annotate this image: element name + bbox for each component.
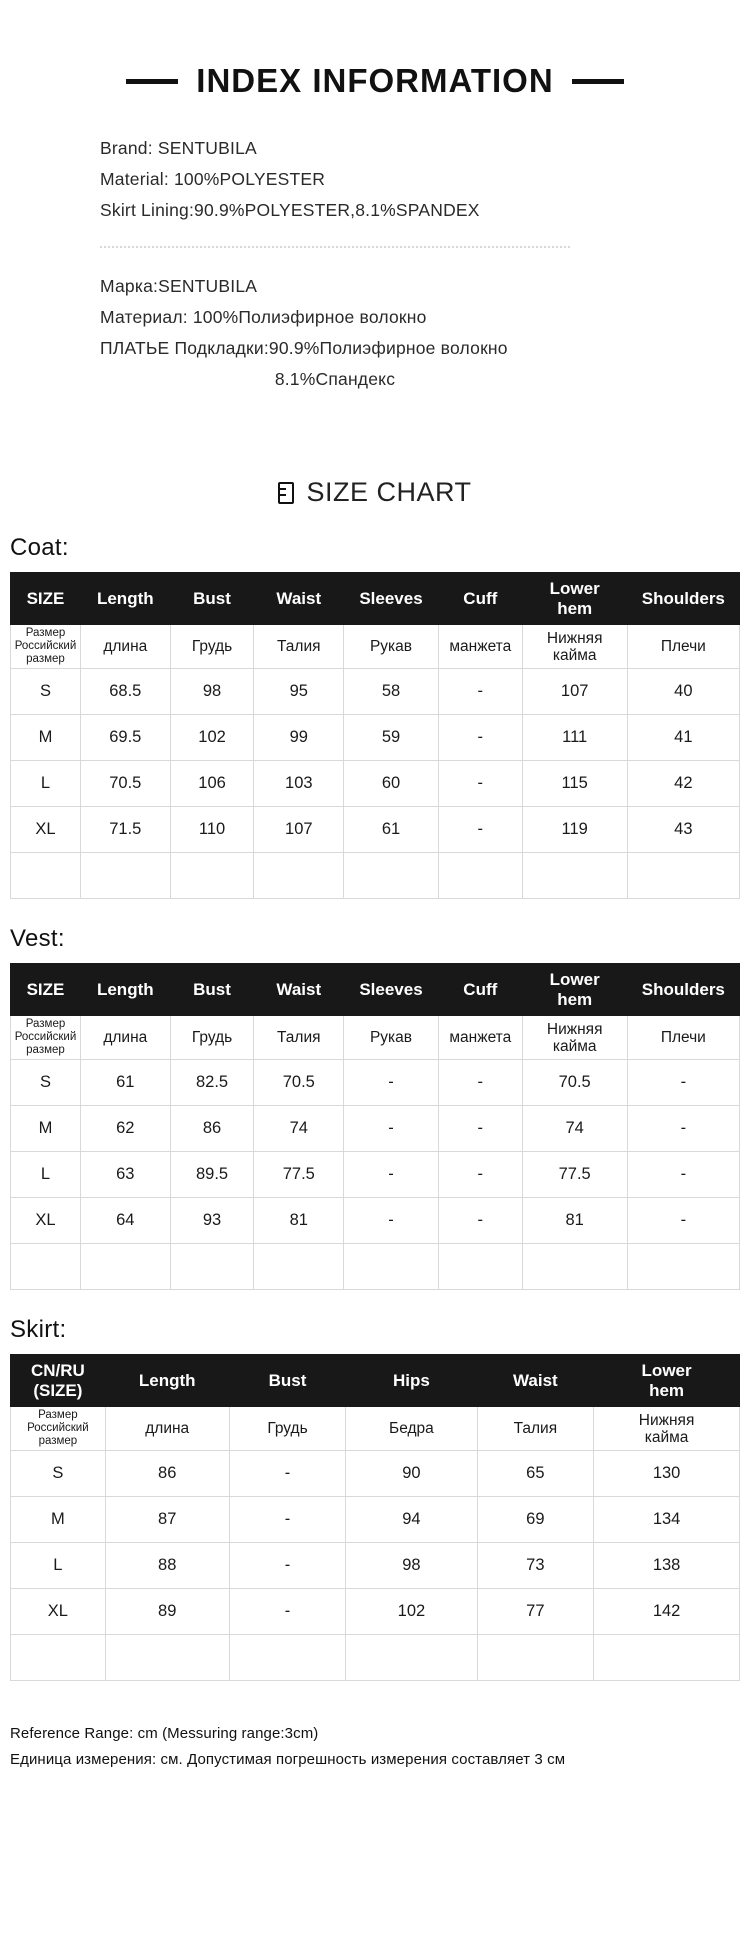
reference-range-en: Reference Range: cm (Messuring range:3cm): [10, 1725, 319, 1742]
table-cell: 40: [627, 669, 739, 715]
size-chart-title: SIZE CHART: [306, 477, 472, 507]
table-cell: 107: [522, 669, 627, 715]
table-cell: [627, 1244, 739, 1290]
material-line-ru: Материал: 100%Полиэфирное волокно: [100, 307, 427, 327]
column-header: Bust: [229, 1355, 346, 1407]
table-row: [11, 1152, 740, 1198]
table-cell: S: [11, 669, 81, 715]
table-row: [11, 853, 740, 899]
table-cell: M: [11, 1497, 106, 1543]
table-row: [11, 715, 740, 761]
table-cell: 58: [344, 669, 439, 715]
table-cell: [170, 1244, 254, 1290]
table-cell: [11, 1635, 106, 1681]
table-cell: Размер Российский размер: [11, 1016, 81, 1060]
table-cell: 102: [170, 715, 254, 761]
table-cell: 95: [254, 669, 344, 715]
table-cell: Плечи: [627, 1016, 739, 1060]
table-cell: 88: [105, 1543, 229, 1589]
table-row: [11, 761, 740, 807]
table-cell: 89.5: [170, 1152, 254, 1198]
column-header: Lower hem: [522, 573, 627, 625]
table-cell: 42: [627, 761, 739, 807]
table-cell: 43: [627, 807, 739, 853]
table-cell: Нижняя кайма: [522, 1016, 627, 1060]
table-cell: -: [627, 1198, 739, 1244]
table-cell: [80, 853, 170, 899]
table-cell: Рукав: [344, 625, 439, 669]
table-cell: 138: [594, 1543, 740, 1589]
table-header-row: [11, 573, 740, 625]
table-cell: [105, 1635, 229, 1681]
table-cell: длина: [80, 625, 170, 669]
column-header: Sleeves: [344, 573, 439, 625]
skirt-lining-line: Skirt Lining:90.9%POLYESTER,8.1%SPANDEX: [100, 200, 480, 220]
section-label: Coat:: [10, 534, 69, 561]
column-header: Sleeves: [344, 964, 439, 1016]
table-cell: 89: [105, 1589, 229, 1635]
brand-line: Brand: SENTUBILA: [100, 138, 257, 158]
left-rule-decoration: [126, 79, 178, 84]
table-cell: M: [11, 1106, 81, 1152]
table-cell: [438, 853, 522, 899]
table-row: [11, 1198, 740, 1244]
table-cell: 77.5: [522, 1152, 627, 1198]
table-cell: L: [11, 1152, 81, 1198]
table-cell: 110: [170, 807, 254, 853]
column-header: SIZE: [11, 964, 81, 1016]
column-header: Bust: [170, 964, 254, 1016]
table-cell: M: [11, 715, 81, 761]
table-cell: 70.5: [522, 1060, 627, 1106]
table-cell: 90: [346, 1451, 477, 1497]
table-cell: Грудь: [229, 1407, 346, 1451]
table-cell: [522, 853, 627, 899]
table-cell: 98: [170, 669, 254, 715]
ruler-icon: [278, 482, 294, 504]
table-cell: 74: [522, 1106, 627, 1152]
table-cell: Нижняя кайма: [594, 1407, 740, 1451]
table-cell: Талия: [477, 1407, 594, 1451]
table-cell: -: [229, 1589, 346, 1635]
table-cell: 59: [344, 715, 439, 761]
table-cell: 86: [105, 1451, 229, 1497]
table-header-row: [11, 964, 740, 1016]
column-header: Cuff: [438, 964, 522, 1016]
table-cell: 63: [80, 1152, 170, 1198]
column-header: Lower hem: [522, 964, 627, 1016]
table-cell: 62: [80, 1106, 170, 1152]
table-cell: -: [438, 1060, 522, 1106]
table-cell: 74: [254, 1106, 344, 1152]
table-cell: 69: [477, 1497, 594, 1543]
column-header: Length: [80, 573, 170, 625]
table-cell: [522, 1244, 627, 1290]
size-table: [10, 963, 740, 1290]
table-cell: Грудь: [170, 1016, 254, 1060]
table-cell: -: [344, 1106, 439, 1152]
column-header: Shoulders: [627, 964, 739, 1016]
table-cell: [344, 1244, 439, 1290]
table-cell: -: [438, 1106, 522, 1152]
table-cell: [11, 853, 81, 899]
table-cell: 82.5: [170, 1060, 254, 1106]
table-cell: манжета: [438, 1016, 522, 1060]
table-cell: -: [438, 1152, 522, 1198]
lining-line-ru-2: 8.1%Спандекс: [274, 369, 396, 389]
column-header: Cuff: [438, 573, 522, 625]
size-table: [10, 1354, 740, 1681]
table-cell: Плечи: [627, 625, 739, 669]
table-cell: [80, 1244, 170, 1290]
table-cell: 103: [254, 761, 344, 807]
table-cell: -: [229, 1451, 346, 1497]
table-cell: -: [229, 1497, 346, 1543]
table-cell: [627, 853, 739, 899]
table-header-row: [11, 1355, 740, 1407]
column-header: Waist: [254, 573, 344, 625]
section-label: Vest:: [10, 925, 65, 952]
table-cell: XL: [11, 807, 81, 853]
table-cell: Размер Российский размер: [11, 1407, 106, 1451]
table-cell: 119: [522, 807, 627, 853]
table-cell: манжета: [438, 625, 522, 669]
table-cell: [438, 1244, 522, 1290]
column-header: CN/RU (SIZE): [11, 1355, 106, 1407]
table-row: [11, 807, 740, 853]
table-cell: 77: [477, 1589, 594, 1635]
table-cell: L: [11, 1543, 106, 1589]
table-row: [11, 1407, 740, 1451]
table-cell: -: [627, 1106, 739, 1152]
table-cell: Талия: [254, 625, 344, 669]
table-cell: -: [438, 1198, 522, 1244]
table-row: [11, 669, 740, 715]
table-cell: -: [344, 1152, 439, 1198]
table-cell: длина: [80, 1016, 170, 1060]
lining-line-ru: ПЛАТЬЕ Подкладки:90.9%Полиэфирное волокно: [100, 338, 508, 358]
table-row: [11, 1106, 740, 1152]
table-cell: 130: [594, 1451, 740, 1497]
table-cell: [11, 1244, 81, 1290]
table-cell: [477, 1635, 594, 1681]
table-cell: Бедра: [346, 1407, 477, 1451]
table-cell: 86: [170, 1106, 254, 1152]
table-cell: 41: [627, 715, 739, 761]
table-row: [11, 1060, 740, 1106]
column-header: Lower hem: [594, 1355, 740, 1407]
table-cell: [170, 853, 254, 899]
index-information-header: [0, 62, 750, 100]
table-row: [11, 1016, 740, 1060]
table-cell: длина: [105, 1407, 229, 1451]
material-line: Material: 100%POLYESTER: [100, 169, 326, 189]
table-cell: 64: [80, 1198, 170, 1244]
table-cell: S: [11, 1451, 106, 1497]
table-cell: S: [11, 1060, 81, 1106]
table-cell: XL: [11, 1589, 106, 1635]
table-cell: 87: [105, 1497, 229, 1543]
table-cell: Нижняя кайма: [522, 625, 627, 669]
table-cell: 81: [522, 1198, 627, 1244]
table-cell: 107: [254, 807, 344, 853]
table-cell: Талия: [254, 1016, 344, 1060]
table-cell: [344, 853, 439, 899]
table-cell: [254, 1244, 344, 1290]
size-tables-container: [0, 534, 750, 1681]
table-cell: 93: [170, 1198, 254, 1244]
size-table: [10, 572, 740, 899]
table-row: [11, 1543, 740, 1589]
column-header: Shoulders: [627, 573, 739, 625]
table-cell: Рукав: [344, 1016, 439, 1060]
column-header: Length: [105, 1355, 229, 1407]
table-cell: [254, 853, 344, 899]
table-cell: -: [438, 807, 522, 853]
column-header: Waist: [254, 964, 344, 1016]
table-cell: -: [344, 1060, 439, 1106]
table-cell: XL: [11, 1198, 81, 1244]
table-cell: Грудь: [170, 625, 254, 669]
table-cell: [229, 1635, 346, 1681]
table-cell: 68.5: [80, 669, 170, 715]
table-cell: L: [11, 761, 81, 807]
table-cell: 61: [80, 1060, 170, 1106]
table-cell: 69.5: [80, 715, 170, 761]
reference-range-footer: [10, 1721, 750, 1773]
column-header: Hips: [346, 1355, 477, 1407]
table-row: [11, 1497, 740, 1543]
index-information-block: [100, 134, 660, 393]
table-cell: 99: [254, 715, 344, 761]
table-cell: 106: [170, 761, 254, 807]
size-section: [0, 1316, 750, 1681]
size-chart-heading: [0, 477, 750, 508]
column-header: Length: [80, 964, 170, 1016]
table-cell: 134: [594, 1497, 740, 1543]
table-cell: 94: [346, 1497, 477, 1543]
table-cell: 102: [346, 1589, 477, 1635]
table-cell: 142: [594, 1589, 740, 1635]
table-cell: 70.5: [254, 1060, 344, 1106]
table-cell: 73: [477, 1543, 594, 1589]
table-cell: 77.5: [254, 1152, 344, 1198]
table-cell: -: [438, 669, 522, 715]
column-header: Waist: [477, 1355, 594, 1407]
table-row: [11, 1635, 740, 1681]
table-cell: 115: [522, 761, 627, 807]
table-cell: 61: [344, 807, 439, 853]
table-row: [11, 625, 740, 669]
reference-range-ru: Единица измерения: см. Допустимая погрешность измерения составляет 3 см: [10, 1751, 566, 1768]
table-cell: -: [438, 761, 522, 807]
table-cell: 71.5: [80, 807, 170, 853]
table-row: [11, 1244, 740, 1290]
table-cell: 111: [522, 715, 627, 761]
table-cell: 98: [346, 1543, 477, 1589]
column-header: SIZE: [11, 573, 81, 625]
table-cell: 60: [344, 761, 439, 807]
table-cell: -: [627, 1152, 739, 1198]
table-cell: 81: [254, 1198, 344, 1244]
table-row: [11, 1589, 740, 1635]
table-cell: -: [229, 1543, 346, 1589]
dotted-divider: [100, 246, 570, 248]
section-label: Skirt:: [10, 1316, 67, 1343]
column-header: Bust: [170, 573, 254, 625]
table-cell: [346, 1635, 477, 1681]
size-section: [0, 534, 750, 899]
table-cell: 70.5: [80, 761, 170, 807]
table-cell: [594, 1635, 740, 1681]
table-cell: -: [344, 1198, 439, 1244]
table-cell: 65: [477, 1451, 594, 1497]
brand-line-ru: Марка:SENTUBILA: [100, 276, 258, 296]
right-rule-decoration: [572, 79, 624, 84]
table-row: [11, 1451, 740, 1497]
size-section: [0, 925, 750, 1290]
table-cell: -: [438, 715, 522, 761]
table-cell: Размер Российский размер: [11, 625, 81, 669]
table-cell: -: [627, 1060, 739, 1106]
page-title: INDEX INFORMATION: [196, 62, 554, 99]
